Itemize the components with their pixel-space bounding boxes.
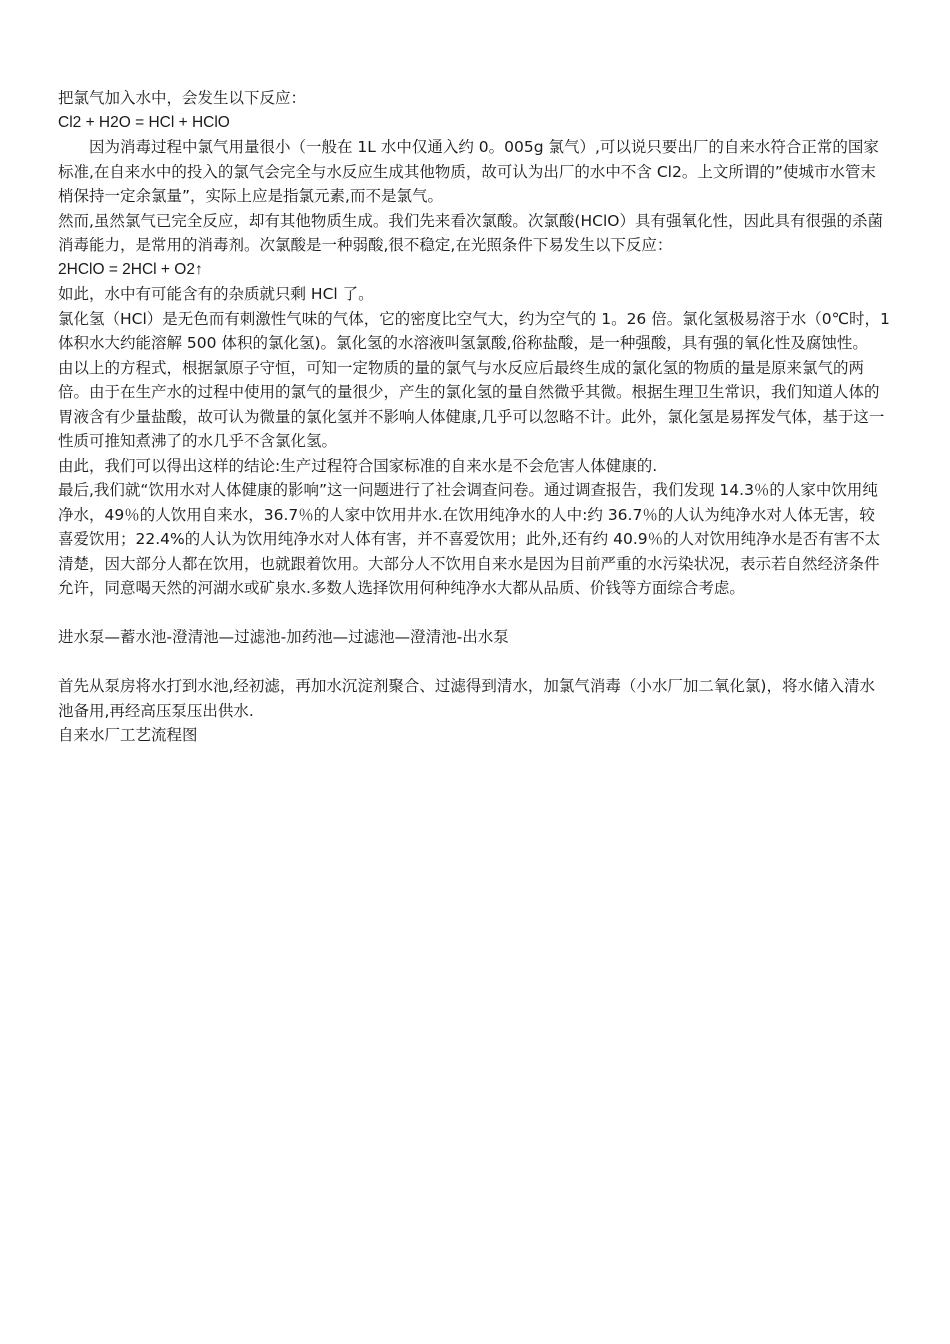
blank-line (58, 650, 890, 675)
flowchart-title: 自来水厂工艺流程图 (58, 726, 198, 744)
intro-text: 把氯气加入水中，会发生以下反应： (58, 89, 307, 107)
paragraph-only-hcl: 如此，水中有可能含有的杂质就只剩 HCl 了。 (58, 285, 374, 303)
process-flow-text: 进水泵—蓄水池-澄清池—过滤池-加药池—过滤池—澄清池-出水泵 (58, 628, 509, 646)
paragraph-conclusion: 由此，我们可以得出这样的结论:生产过程符合国家标准的自来水是不会危害人体健康的. (58, 456, 658, 475)
paragraph-disinfection: 因为消毒过程中氯气用量很小（一般在 1L 水中仅通入约 0。005g 氯气）,可以说只要出厂的自来水符合正常的国家标准,在自来水中的投入的氯气会完全与水反应生成其他物质，故可认为出厂的水中不含 Cl2。上文所谓的”使城市水管末梢保持一定余氯量”，实际上应是指氯元素,而不是氯气。 (58, 138, 879, 205)
paragraph-hclo: 然而,虽然氯气已完全反应，却有其他物质生成。我们先来看次氯酸。次氯酸(HClO）具有强氧化性，因此具有很强的杀菌消毒能力，是常用的消毒剂。次氯酸是一种弱酸,很不稳定,在光照条件下易发生以下反应： (58, 211, 883, 254)
blank-line (58, 601, 890, 626)
reaction-equation-1: Cl2 + H2O = HCl + HClO (58, 113, 230, 131)
paragraph-chlorine-conservation: 由以上的方程式，根据氯原子守恒，可知一定物质的量的氯气与水反应后最终生成的氯化氢的物质的量是原来氯气的两倍。由于在生产水的过程中使用的氯气的量很少，产生的氯化氢的量自然微乎其微。根据生理卫生常识，我们知道人体的胃液含有少量盐酸，故可认为微量的氯化氢并不影响人体健康,几乎可以忽略不计。此外，氯化氢是易挥发气体，基于这一性质可推知煮沸了的水几乎不含氯化氢。 (58, 358, 885, 450)
paragraph-survey: 最后,我们就“饮用水对人体健康的影响”这一问题进行了社会调查问卷。通过调查报告，我们发现 14.3％的人家中饮用纯净水，49％的人饮用自来水，36.7％的人家中饮用井水.在饮用纯净水的人中:约 36.7％的人认为纯净水对人体无害，较喜爱饮用；22.4%的人认为饮用纯净水对人体有害，并不喜爱饮用；此外,还有约 40.9％的人对饮用纯净水是否有害不太清楚，因大部分人都在饮用，也就跟着饮用。大部分人不饮用自来水是因为目前严重的水污染状况，表示若自然经济条件允许，同意喝天然的河湖水或矿泉水.多数人选择饮用何种纯净水大都从品质、价钱等方面综合考虑。 (58, 481, 881, 597)
reaction-equation-2: 2HClO = 2HCl + O2↑ (58, 260, 203, 278)
document-body (58, 86, 890, 748)
paragraph-hcl-properties: 氯化氢（HCl）是无色而有刺激性气味的气体，它的密度比空气大，约为空气的 1。26 倍。氯化氢极易溶于水（0℃时，1 体积水大约能溶解 500 体积的氯化氢)。氯化氢的水溶液叫氢氯酸,俗称盐酸，是一种强酸，具有强的氧化性及腐蚀性。 (58, 309, 890, 352)
paragraph-process: 首先从泵房将水打到水池,经初滤，再加水沉淀剂聚合、过滤得到清水，加氯气消毒（小水厂加二氧化氯)，将水储入清水池备用,再经高压泵压出供水. (58, 677, 875, 720)
